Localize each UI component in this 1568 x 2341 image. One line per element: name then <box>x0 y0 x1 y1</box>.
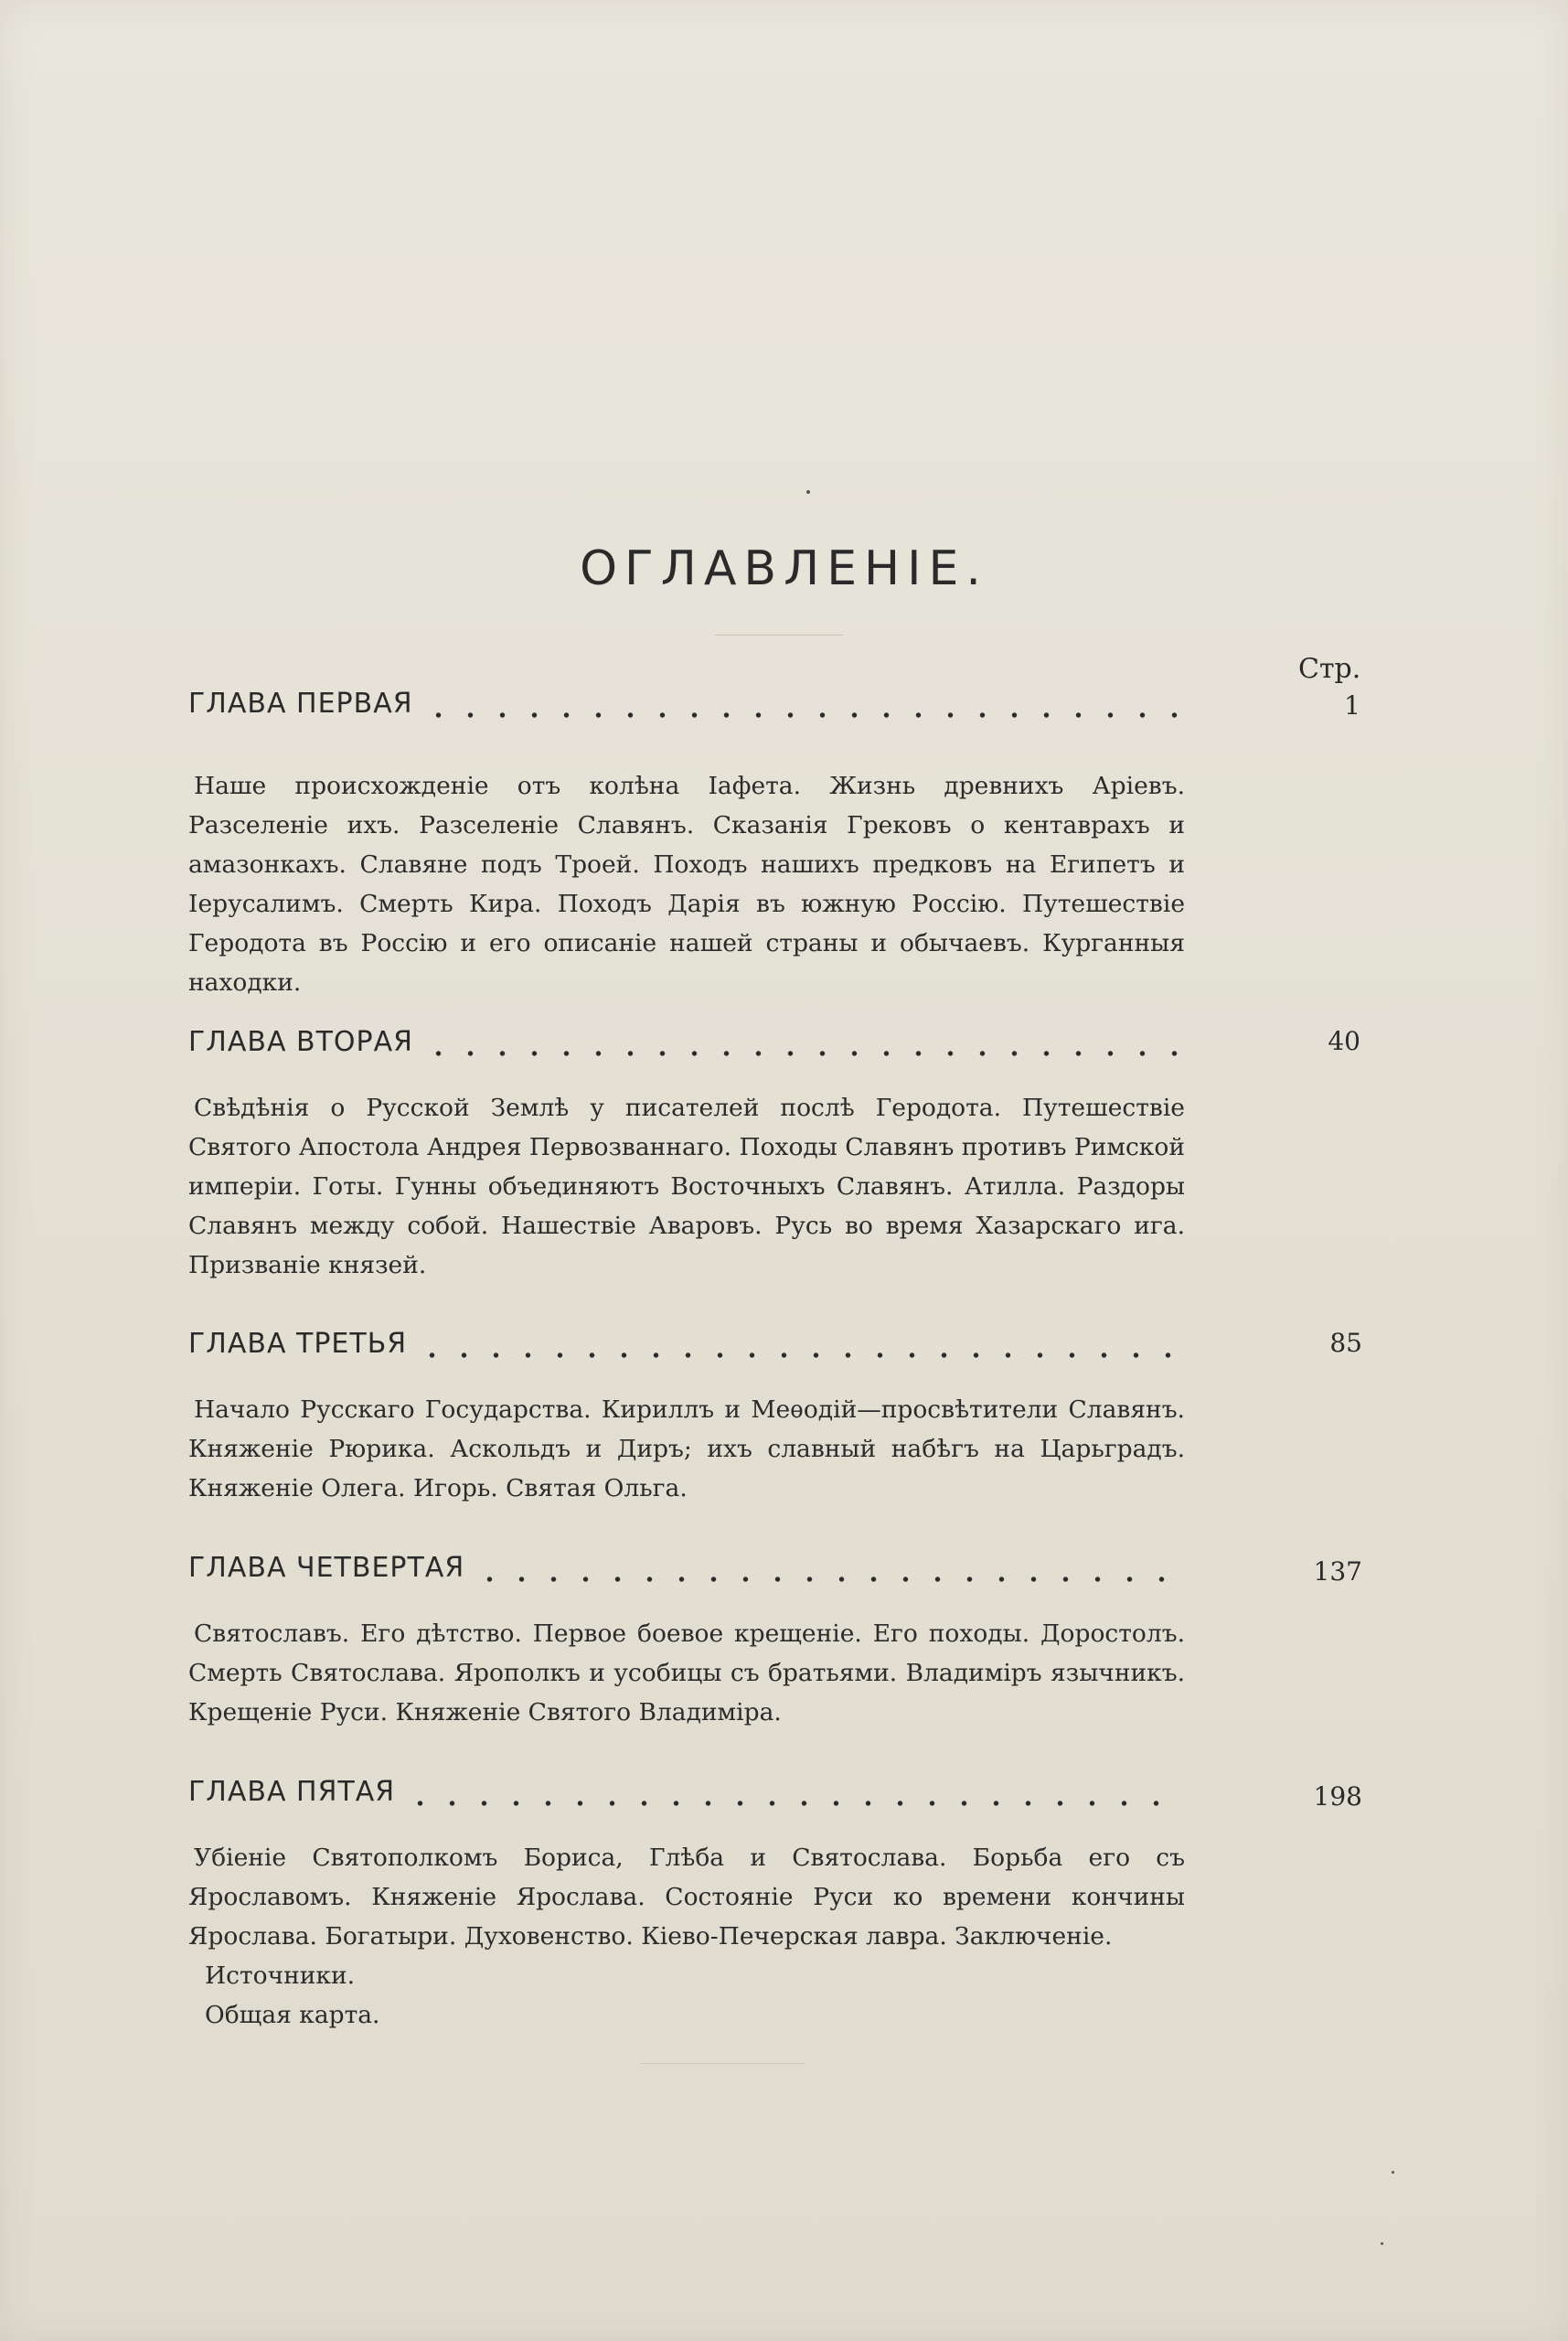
chapter-heading-line <box>188 1776 1185 1822</box>
toc-entry-chapter-4 <box>188 1552 1185 1732</box>
page-title: ОГЛАВЛЕНІЕ. <box>580 541 988 596</box>
chapter-page-number: 198 <box>1313 1781 1362 1812</box>
bottom-divider <box>640 2063 805 2064</box>
dot-leader <box>422 1051 1185 1056</box>
chapter-page-number: 137 <box>1313 1556 1362 1587</box>
chapter-name: ГЛАВА ВТОРАЯ <box>188 1026 413 1058</box>
chapter-heading-line <box>188 1552 1185 1598</box>
chapter-heading-line <box>188 1328 1185 1374</box>
chapter-summary: Убіеніе Святополкомъ Бориса, Глѣба и Святослава. Борьба его съ Ярославомъ. Княженіе Ярослава. Состояніе Руси ко времени кончины Ярослава. Богатыри. Духовенство. Кіево-Печерская лавра. Заключеніе. <box>188 1844 1185 1951</box>
toc-entry-chapter-2 <box>188 1026 1185 1285</box>
chapter-summary: Начало Русскаго Государства. Кириллъ и Меѳодій—просвѣтители Славянъ. Княженіе Рюрика. Аскольдъ и Диръ; ихъ славный набѣгъ на Царьградъ. Княженіе Олега. Игорь. Святая Ольга. <box>188 1395 1185 1502</box>
chapter-summary: Святославъ. Его дѣтство. Первое боевое крещеніе. Его походы. Доростолъ. Смерть Святослава. Ярополкъ и усобицы съ братьями. Владиміръ язычникъ. Крещеніе Руси. Княженіе Святого Владиміра. <box>188 1619 1185 1726</box>
chapter-name: ГЛАВА ПЯТАЯ <box>188 1776 396 1808</box>
toc-entry-chapter-5 <box>188 1776 1185 2035</box>
extra-entry-map: Общая карта. <box>205 2001 380 2029</box>
chapter-summary: Наше происхожденіе отъ колѣна Іафета. Жизнь древнихъ Аріевъ. Разселеніе ихъ. Разселеніе Славянъ. Сказанія Грековъ о кентаврахъ и амазонкахъ. Славяне подъ Троей. Походъ нашихъ предковъ на Египетъ и Іерусалимъ. Смерть Кира. Походъ Дарія въ южную Россію. Путешествіе Геродота въ Россію и его описаніе нашей страны и обычаевъ. Курганныя находки. <box>188 772 1185 997</box>
title-divider <box>715 635 843 636</box>
chapter-page-number: 40 <box>1328 1026 1360 1056</box>
chapter-name: ГЛАВА ПЕРВАЯ <box>188 688 413 720</box>
dot-leader <box>404 1801 1185 1806</box>
chapter-summary: Свѣдѣнія о Русской Землѣ у писателей послѣ Геродота. Путешествіе Святого Апостола Андрея Первозваннаго. Походы Славянъ противъ Римской имперіи. Готы. Гунны объединяютъ Восточныхъ Славянъ. Атилла. Раздоры Славянъ между собой. Нашествіе Аваровъ. Русь во время Хазарскаго ига. Призваніе князей. <box>188 1094 1185 1279</box>
paper-speck <box>1392 2171 1394 2174</box>
paper-speck <box>1381 2242 1383 2245</box>
chapter-heading-line <box>188 1026 1185 1072</box>
toc-entry-chapter-3 <box>188 1328 1185 1508</box>
chapter-name: ГЛАВА ЧЕТВЕРТАЯ <box>188 1552 465 1584</box>
dot-leader <box>416 1352 1185 1358</box>
toc-entry-chapter-1 <box>188 688 1185 1002</box>
chapter-page-number: 1 <box>1344 690 1360 721</box>
chapter-page-number: 85 <box>1329 1328 1362 1358</box>
dot-leader <box>422 712 1185 718</box>
chapter-name: ГЛАВА ТРЕТЬЯ <box>188 1328 408 1360</box>
extra-entry-sources: Источники. <box>205 1962 356 1990</box>
paper-speck <box>806 490 810 494</box>
page-column-header: Стр. <box>1298 653 1361 685</box>
chapter-heading-line <box>188 688 1185 733</box>
dot-leader <box>474 1577 1185 1582</box>
